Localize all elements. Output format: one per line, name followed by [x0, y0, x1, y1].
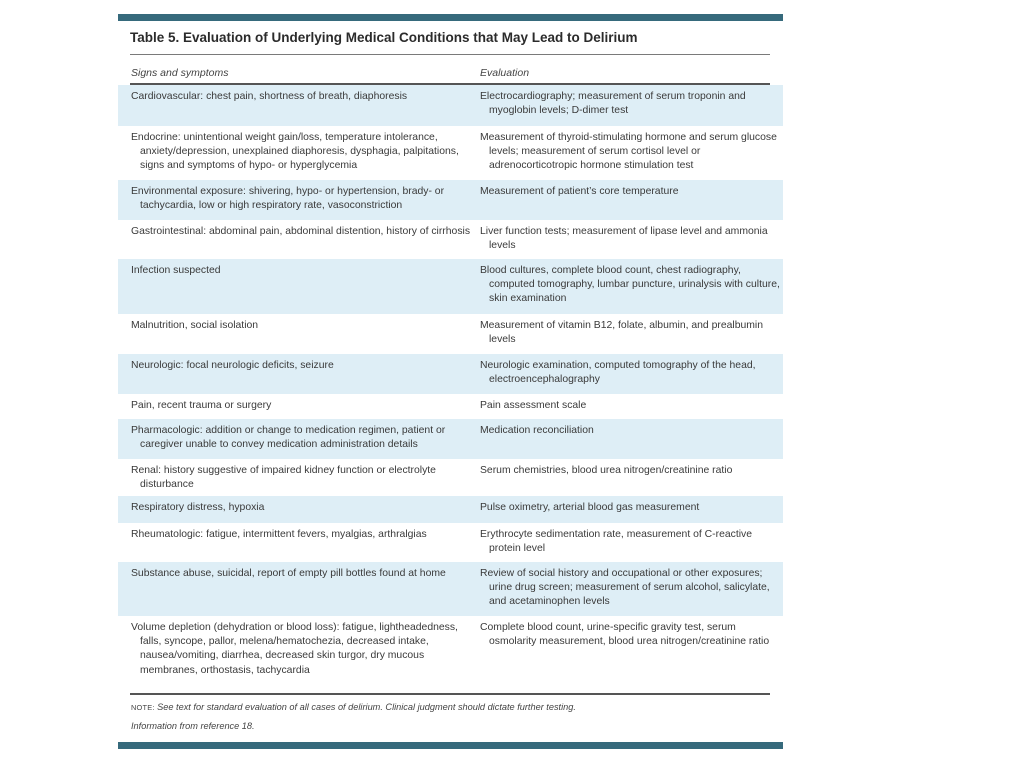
note-text: See text for standard evaluation of all cases of delirium. Clinical judgment should dictate further testing.	[157, 702, 576, 712]
evaluation-cell: Complete blood count, urine-specific gravity test, serum osmolarity measurement, blood urea nitrogen/creatinine ratio	[480, 622, 770, 648]
evaluation-cell: Measurement of patient’s core temperature	[480, 186, 679, 197]
source-note: Information from reference 18.	[131, 721, 255, 731]
table-note	[131, 702, 576, 712]
evaluation-cell: Review of social history and occupational or other exposures; urine drug screen; measurement of serum alcohol, salicylate, and acetaminophen levels	[480, 568, 770, 608]
top-accent-bar	[118, 14, 783, 21]
signs-cell: Malnutrition, social isolation	[131, 320, 259, 331]
column-header-evaluation: Evaluation	[480, 67, 530, 79]
table-title: Table 5. Evaluation of Underlying Medical Conditions that May Lead to Delirium	[130, 30, 638, 45]
evaluation-cell: Liver function tests; measurement of lipase level and ammonia levels	[480, 226, 768, 252]
signs-cell: Endocrine: unintentional weight gain/loss, temperature intolerance, anxiety/depression, unexplained diaphoresis, dysphagia, palpitations, signs and symptoms of hypo- or hyperglycemia	[131, 132, 459, 172]
table-row	[118, 354, 783, 394]
signs-cell: Infection suspected	[131, 265, 221, 276]
signs-cell: Substance abuse, suicidal, report of empty pill bottles found at home	[131, 568, 446, 579]
evaluation-cell: Pulse oximetry, arterial blood gas measurement	[480, 502, 700, 513]
evaluation-cell: Pain assessment scale	[480, 400, 587, 411]
note-label: NOTE:	[131, 703, 155, 712]
footer-divider	[130, 693, 770, 695]
table-card	[118, 14, 783, 749]
signs-cell: Environmental exposure: shivering, hypo- or hypertension, brady- or tachycardia, low or high respiratory rate, vasoconstriction	[131, 186, 445, 212]
evaluation-cell: Serum chemistries, blood urea nitrogen/creatinine ratio	[480, 465, 733, 476]
evaluation-cell: Measurement of thyroid-stimulating hormone and serum glucose levels; measurement of serum cortisol level or adrenocorticotropic hormone stimulation test	[480, 132, 777, 172]
signs-cell: Respiratory distress, hypoxia	[131, 502, 265, 513]
column-header-signs: Signs and symptoms	[131, 67, 229, 79]
signs-cell: Rheumatologic: fatigue, intermittent fevers, myalgias, arthralgias	[131, 529, 427, 540]
table-row	[118, 616, 783, 693]
column-header-row	[130, 67, 770, 83]
table-row	[118, 180, 783, 220]
signs-cell: Gastrointestinal: abdominal pain, abdominal distention, history of cirrhosis	[131, 226, 471, 237]
signs-cell: Neurologic: focal neurologic deficits, seizure	[131, 360, 334, 371]
signs-cell: Pharmacologic: addition or change to medication regimen, patient or caregiver unable to convey medication administration details	[131, 425, 446, 451]
table-row	[118, 220, 783, 259]
table-row	[118, 523, 783, 562]
evaluation-cell: Measurement of vitamin B12, folate, albumin, and prealbumin levels	[480, 320, 764, 346]
table-row	[118, 562, 783, 616]
table-row	[118, 394, 783, 419]
table-row	[118, 459, 783, 496]
signs-cell: Pain, recent trauma or surgery	[131, 400, 272, 411]
signs-cell: Cardiovascular: chest pain, shortness of breath, diaphoresis	[131, 91, 408, 102]
evaluation-cell: Medication reconciliation	[480, 425, 594, 436]
table-row	[118, 259, 783, 314]
evaluation-cell: Electrocardiography; measurement of serum troponin and myoglobin levels; D-dimer test	[480, 91, 746, 117]
signs-cell: Renal: history suggestive of impaired kidney function or electrolyte disturbance	[131, 465, 436, 491]
table-row	[118, 314, 783, 354]
evaluation-cell: Neurologic examination, computed tomography of the head, electroencephalography	[480, 360, 756, 386]
table-row	[118, 419, 783, 459]
table-row	[118, 85, 783, 126]
table-row	[118, 496, 783, 523]
title-divider	[130, 54, 770, 55]
evaluation-cell: Blood cultures, complete blood count, chest radiography, computed tomography, lumbar puncture, urinalysis with culture, skin examination	[480, 265, 780, 305]
signs-cell: Volume depletion (dehydration or blood loss): fatigue, lightheadedness, falls, syncope, pallor, melena/hematochezia, decreased intake, nausea/vomiting, diarrhea, decreased skin turgor, dry mucous membranes, orthostasis, tachycardia	[131, 622, 458, 676]
evaluation-cell: Erythrocyte sedimentation rate, measurement of C-reactive protein level	[480, 529, 753, 555]
bottom-accent-bar	[118, 742, 783, 749]
table-row	[118, 126, 783, 180]
